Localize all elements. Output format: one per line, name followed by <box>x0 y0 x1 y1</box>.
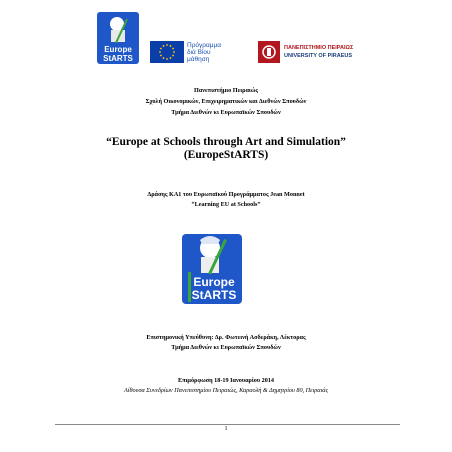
europe-starts-logo-large <box>178 228 246 308</box>
eu-star-icon <box>166 44 168 46</box>
school-name: Σχολή Οικονομικών, Επιχειρηματικών και Διεθνών Σπουδών <box>145 98 307 105</box>
eu-text-1: Πρόγραμμα <box>187 41 221 49</box>
footer-divider <box>55 424 400 425</box>
eu-star-icon <box>166 58 168 60</box>
eu-star-icon <box>170 45 172 47</box>
logo-large-text-1: Europe <box>193 275 235 289</box>
eu-star-icon <box>170 57 172 59</box>
university-name-greek: ΠΑΝΕΠΙΣΤΗΜΙΟ ΠΕΙΡΑΙΩΣ <box>284 45 354 51</box>
eu-star-icon <box>160 48 162 50</box>
supervisor-line-1: Επιστημονική Υπεύθυνη: Δρ. Φωτεινή Ασδεράκη, Λέκτορας <box>146 334 306 341</box>
university-name-english: UNIVERSITY OF PIRAEUS <box>284 53 353 59</box>
university-name: Πανεπιστήμιο Πειραιώς <box>194 87 258 94</box>
eu-lifelong-learning-logo <box>150 40 250 64</box>
event-venue: Αίθουσα Συνεδρίων Πανεπιστημίου Πειραιώς, Καραολή & Δημητρίου 80, Πειραιάς <box>123 387 328 394</box>
university-seal-icon <box>258 41 280 63</box>
department-name: Τμήμα Διεθνών κι Ευρωπαϊκών Σπουδών <box>171 109 281 116</box>
action-line-2: “Learning EU at Schools” <box>191 201 261 208</box>
eu-text-2: διά Βίου <box>187 48 211 56</box>
eu-star-icon <box>172 48 174 50</box>
eu-star-icon <box>160 55 162 57</box>
eu-star-icon <box>159 51 161 53</box>
action-line-1: Δράσης ΚΑ1 του Ευρωπαϊκού Προγράμματος Jean Monnet <box>147 191 305 198</box>
institution-block <box>0 85 452 118</box>
logo-small-text-1: Europe <box>104 45 132 54</box>
event-date: Επιμόρφωση 18-19 Ιανουαρίου 2014 <box>178 377 274 384</box>
logo-large-text-2: StARTS <box>191 288 237 302</box>
eu-star-icon <box>163 45 165 47</box>
document-title <box>0 136 452 162</box>
title-line-1: “Europe at Schools through Art and Simulation” <box>106 136 346 148</box>
title-line-2: (EuropeStARTS) <box>183 149 269 161</box>
supervisor-line-2: Τμήμα Διεθνών κι Ευρωπαϊκών Σπουδών <box>171 344 281 351</box>
logo-small-text-2: StARTS <box>103 54 133 63</box>
eu-star-icon <box>163 57 165 59</box>
action-block <box>0 190 452 210</box>
europe-starts-logo-small <box>95 10 141 66</box>
eu-star-icon <box>172 55 174 57</box>
eu-text-3: μάθηση <box>187 55 210 63</box>
page-number: 1 <box>224 426 228 432</box>
eu-star-icon <box>173 51 175 53</box>
university-of-piraeus-logo <box>258 40 368 64</box>
supervisor-block <box>0 333 452 353</box>
eu-flag-icon <box>150 41 184 63</box>
event-block <box>0 376 452 396</box>
